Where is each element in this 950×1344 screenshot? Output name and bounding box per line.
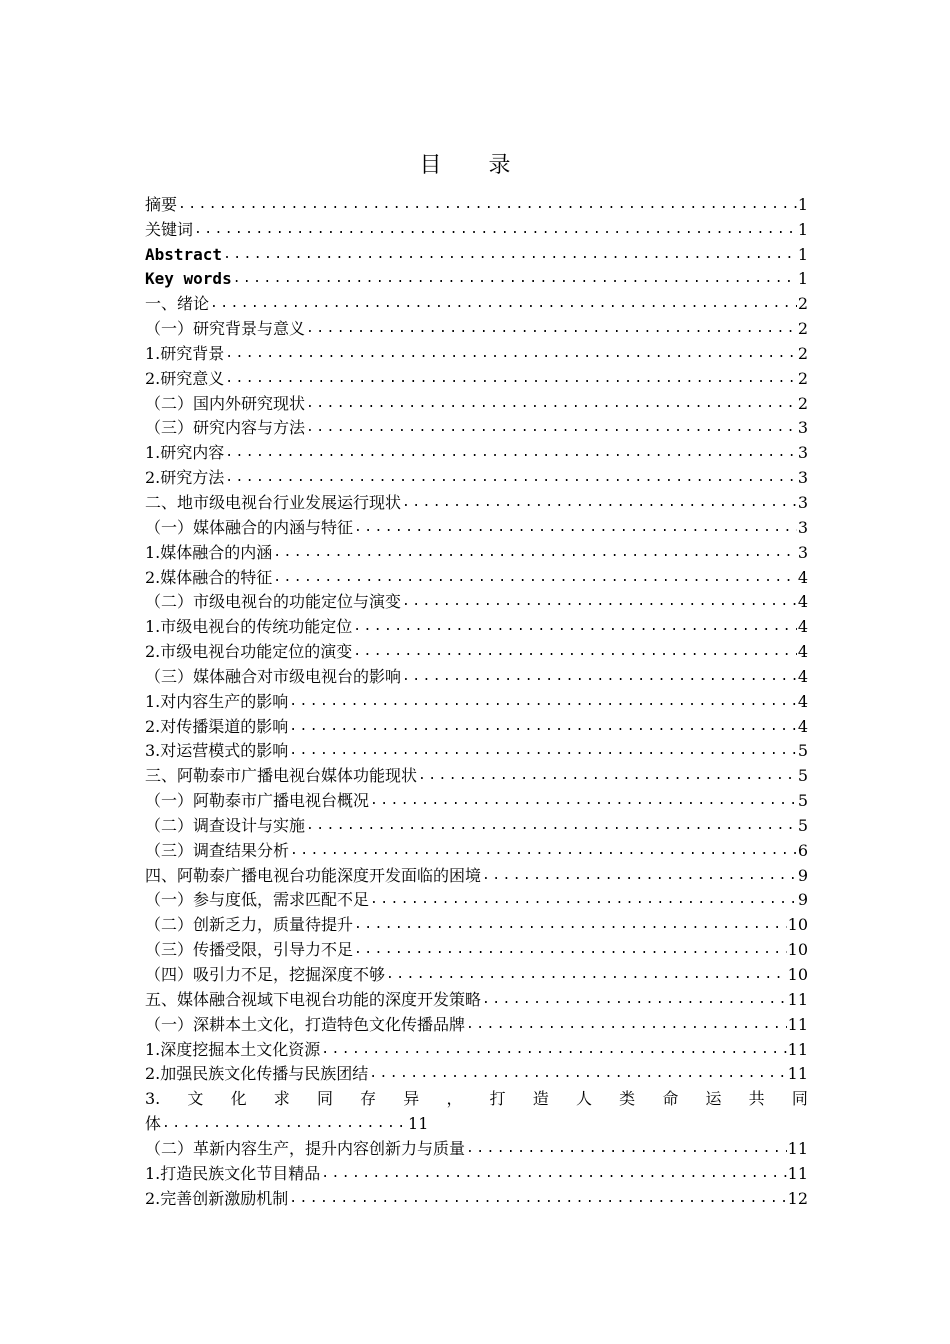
toc-entry-page-number: 11	[787, 1138, 808, 1158]
toc-entry-page-number: 10	[787, 965, 808, 984]
toc-entry-label: 二、地市级电视台行业发展运行现状	[145, 492, 402, 512]
toc-entry[interactable]	[145, 389, 808, 414]
toc-entry-page-number: 1	[797, 194, 808, 214]
toc-entry-page-number: 4	[797, 716, 808, 736]
toc-leader-dots	[273, 543, 797, 563]
toc-entry-label: Abstract	[145, 244, 223, 264]
toc-entry-label: 2.加强民族文化传播与民族团结	[145, 1064, 369, 1084]
toc-entry-label: （四）吸引力不足，挖掘深度不够	[145, 965, 386, 984]
toc-leader-dots	[402, 493, 797, 513]
toc-leader-dots	[289, 692, 797, 712]
toc-leader-dots	[289, 1189, 786, 1209]
toc-entry-label-char: 同	[791, 1089, 808, 1109]
toc-entry-page-number: 5	[797, 791, 808, 811]
toc-entry-page-number: 12	[787, 1188, 808, 1208]
toc-leader-dots	[354, 518, 797, 538]
toc-entry-page-number: 4	[797, 666, 808, 686]
toc-leader-dots	[370, 791, 797, 811]
toc-entry-label-char: 共	[748, 1089, 765, 1109]
toc-entry-page-number: 2	[797, 294, 808, 314]
toc-entry-page-number: 9	[797, 890, 808, 910]
toc-entry-label: （一）阿勒泰市广播电视台概况	[145, 791, 370, 811]
toc-leader-dots	[402, 592, 797, 612]
toc-entry-label: （二）市级电视台的功能定位与演变	[145, 592, 402, 612]
toc-entry-label-char: 类	[619, 1089, 636, 1109]
toc-entry-label: 关键词	[145, 219, 194, 239]
toc-entry-label-char: 打	[489, 1089, 506, 1109]
toc-entry-label: 体	[145, 1114, 162, 1134]
toc-entry-label: （一）参与度低，需求匹配不足	[145, 890, 370, 910]
toc-entry-label-char: 文	[187, 1089, 204, 1109]
toc-entry-label-char: 存	[360, 1089, 377, 1109]
toc-entry-label-char: ，	[446, 1089, 463, 1109]
toc-entry-page-number: 3	[797, 492, 808, 512]
toc-entry-label: 1.市级电视台的传统功能定位	[145, 617, 353, 637]
toc-entry-page-number: 11	[787, 1039, 808, 1059]
toc-entry-page-number: 2	[797, 393, 808, 413]
toc-entry-page-number: 4	[797, 567, 808, 587]
toc-entry[interactable]	[145, 1159, 808, 1184]
toc-entry[interactable]	[145, 364, 808, 389]
toc-leader-dots	[306, 418, 797, 438]
toc-leader-dots	[402, 667, 797, 687]
toc-leader-dots	[194, 220, 797, 240]
toc-entry-page-number: 5	[797, 815, 808, 835]
toc-entry[interactable]	[145, 786, 808, 811]
toc-entry-label: 三、阿勒泰市广播电视台媒体功能现状	[145, 766, 418, 786]
toc-entry[interactable]	[145, 1134, 808, 1159]
toc-leader-dots	[321, 1164, 786, 1184]
toc-leader-dots	[178, 195, 797, 215]
toc-leader-dots	[162, 1114, 407, 1134]
toc-entry-label-char: 造	[532, 1089, 549, 1109]
toc-entry[interactable]	[145, 861, 808, 886]
toc-entry-label: （一）深耕本土文化，打造特色文化传播品牌	[145, 1014, 466, 1034]
toc-entry[interactable]	[145, 886, 808, 911]
toc-entry-label: 2.市级电视台功能定位的演变	[145, 642, 353, 662]
toc-leader-dots	[466, 1015, 787, 1035]
toc-entry-label: 五、媒体融合视域下电视台功能的深度开发策略	[145, 989, 482, 1009]
toc-entry[interactable]	[145, 240, 808, 265]
table-of-contents	[145, 190, 808, 1209]
toc-entry-label: 3.对运营模式的影响	[145, 741, 289, 761]
toc-entry-label: 四、阿勒泰广播电视台功能深度开发面临的困境	[145, 865, 482, 885]
toc-entry-page-number: 3	[797, 443, 808, 463]
toc-entry-label: 1.研究背景	[145, 343, 225, 363]
toc-entry-page-number: 4	[797, 642, 808, 662]
toc-entry-page-number: 2	[797, 319, 808, 339]
toc-leader-dots	[306, 816, 797, 836]
toc-leader-dots	[418, 766, 797, 786]
toc-leader-dots	[482, 866, 797, 886]
toc-entry[interactable]	[145, 289, 808, 314]
toc-entry-label: 1.打造民族文化节目精品	[145, 1163, 321, 1183]
toc-leader-dots	[289, 717, 797, 737]
toc-entry-label: Key words	[145, 269, 232, 289]
toc-leader-dots	[233, 269, 797, 289]
toc-entry-label: （三）研究内容与方法	[145, 418, 306, 438]
toc-entry-label-char: 命	[662, 1089, 679, 1109]
toc-entry-page-number: 10	[787, 915, 808, 935]
toc-entry[interactable]	[145, 563, 808, 588]
toc-entry[interactable]	[145, 985, 808, 1010]
toc-entry[interactable]	[145, 935, 808, 960]
toc-entry-label: 1.深度挖掘本土文化资源	[145, 1039, 321, 1059]
toc-leader-dots	[321, 1040, 786, 1060]
toc-entry-page-number: 11	[787, 989, 808, 1009]
toc-entry[interactable]	[145, 488, 808, 513]
toc-entry[interactable]	[145, 588, 808, 613]
toc-leader-dots	[225, 344, 797, 364]
toc-entry-label: 2.媒体融合的特征	[145, 567, 273, 587]
toc-entry-label-char: 人	[575, 1089, 592, 1109]
toc-entry-label: 1.对内容生产的影响	[145, 691, 289, 711]
toc-entry-page-number: 4	[797, 592, 808, 612]
toc-entry[interactable]	[145, 687, 808, 712]
toc-leader-dots	[225, 443, 797, 463]
toc-entry-label: （三）调查结果分析	[145, 840, 290, 860]
toc-entry-page-number: 3	[797, 542, 808, 562]
toc-leader-dots	[353, 617, 797, 637]
toc-entry-label-char: 化	[230, 1089, 247, 1109]
toc-entry-label: 1.媒体融合的内涵	[145, 542, 273, 562]
toc-leader-dots	[353, 642, 797, 662]
toc-leader-dots	[289, 741, 797, 761]
toc-entry-label: 2.完善创新激励机制	[145, 1188, 289, 1208]
toc-leader-dots	[225, 369, 797, 389]
toc-entry[interactable]	[145, 811, 808, 836]
toc-entry[interactable]	[145, 960, 808, 985]
toc-entry-page-number: 11	[408, 1114, 429, 1134]
toc-entry-page-number: 5	[797, 766, 808, 786]
toc-leader-dots	[306, 394, 797, 414]
toc-entry-page-number: 1	[797, 219, 808, 239]
toc-entry[interactable]	[145, 190, 808, 215]
toc-entry[interactable]	[145, 637, 808, 662]
toc-entry-page-number: 10	[787, 940, 808, 960]
toc-entry[interactable]	[145, 414, 808, 439]
toc-entry[interactable]	[145, 1184, 808, 1209]
toc-entry[interactable]	[145, 538, 808, 563]
toc-entry[interactable]	[145, 836, 808, 861]
toc-entry-wrapped-line[interactable]	[145, 1084, 808, 1109]
toc-entry[interactable]	[145, 761, 808, 786]
toc-leader-dots	[386, 965, 787, 985]
toc-entry[interactable]	[145, 463, 808, 488]
toc-entry[interactable]	[145, 339, 808, 364]
toc-entry-page-number: 5	[797, 741, 808, 761]
toc-leader-dots	[466, 1139, 787, 1159]
toc-entry-label: （二）创新乏力，质量待提升	[145, 915, 354, 935]
toc-leader-dots	[370, 890, 797, 910]
toc-entry-label: 一、绪论	[145, 294, 210, 314]
toc-leader-dots	[482, 990, 787, 1010]
toc-entry-label: （三）传播受限，引导力不足	[145, 940, 354, 960]
toc-entry[interactable]	[145, 513, 808, 538]
toc-entry-page-number: 2	[797, 368, 808, 388]
toc-entry-label: （一）研究背景与意义	[145, 319, 306, 339]
toc-leader-dots	[273, 568, 797, 588]
toc-entry-label: （二）调查设计与实施	[145, 815, 306, 835]
toc-entry-label: （一）媒体融合的内涵与特征	[145, 517, 354, 537]
toc-entry-label-char: 求	[273, 1089, 290, 1109]
toc-entry-page-number: 4	[797, 617, 808, 637]
toc-entry-page-number: 11	[787, 1163, 808, 1183]
toc-entry[interactable]	[145, 737, 808, 762]
toc-entry-page-number: 3	[797, 517, 808, 537]
toc-entry[interactable]	[145, 1010, 808, 1035]
toc-entry-page-number: 6	[797, 840, 808, 860]
toc-entry-label: 2.研究方法	[145, 468, 225, 488]
toc-entry-page-number: 4	[797, 691, 808, 711]
toc-entry[interactable]	[145, 215, 808, 240]
toc-entry-page-number: 2	[797, 343, 808, 363]
toc-entry-label-char: 异	[403, 1089, 420, 1109]
toc-entry-label: 2.研究意义	[145, 368, 225, 388]
toc-entry-page-number: 11	[787, 1014, 808, 1034]
toc-leader-dots	[225, 468, 797, 488]
toc-entry-label: （二）国内外研究现状	[145, 393, 306, 413]
toc-entry[interactable]	[145, 662, 808, 687]
toc-entry[interactable]	[145, 265, 808, 290]
toc-entry-page-number: 1	[797, 244, 808, 264]
toc-entry-label: （三）媒体融合对市级电视台的影响	[145, 666, 402, 686]
toc-entry[interactable]	[145, 612, 808, 637]
toc-entry-label: 2.对传播渠道的影响	[145, 716, 289, 736]
toc-entry-label: 摘要	[145, 194, 178, 214]
toc-entry-page-number: 11	[787, 1064, 808, 1084]
toc-entry-label-char: 运	[705, 1089, 722, 1109]
toc-leader-dots	[306, 319, 797, 339]
toc-entry[interactable]	[145, 438, 808, 463]
toc-leader-dots	[223, 245, 797, 265]
toc-entry[interactable]	[145, 1060, 808, 1085]
toc-leader-dots	[354, 940, 787, 960]
toc-entry-label-char: 3.	[145, 1089, 161, 1109]
toc-entry-label-char: 同	[316, 1089, 333, 1109]
toc-entry-page-number: 9	[797, 865, 808, 885]
toc-entry[interactable]	[145, 910, 808, 935]
toc-entry-page-number: 1	[797, 269, 808, 289]
toc-entry-page-number: 3	[797, 468, 808, 488]
toc-entry[interactable]	[145, 314, 808, 339]
page-title: 目 录	[419, 153, 531, 178]
toc-leader-dots	[290, 841, 797, 861]
toc-entry-wrapped-tail[interactable]	[145, 1109, 808, 1134]
toc-entry-label: 1.研究内容	[145, 443, 225, 463]
toc-entry-page-number: 3	[797, 418, 808, 438]
toc-leader-dots	[210, 294, 797, 314]
toc-entry[interactable]	[145, 1035, 808, 1060]
toc-entry-label: （二）革新内容生产，提升内容创新力与质量	[145, 1138, 466, 1158]
toc-leader-dots	[354, 915, 787, 935]
toc-entry[interactable]	[145, 712, 808, 737]
toc-leader-dots	[369, 1064, 786, 1084]
